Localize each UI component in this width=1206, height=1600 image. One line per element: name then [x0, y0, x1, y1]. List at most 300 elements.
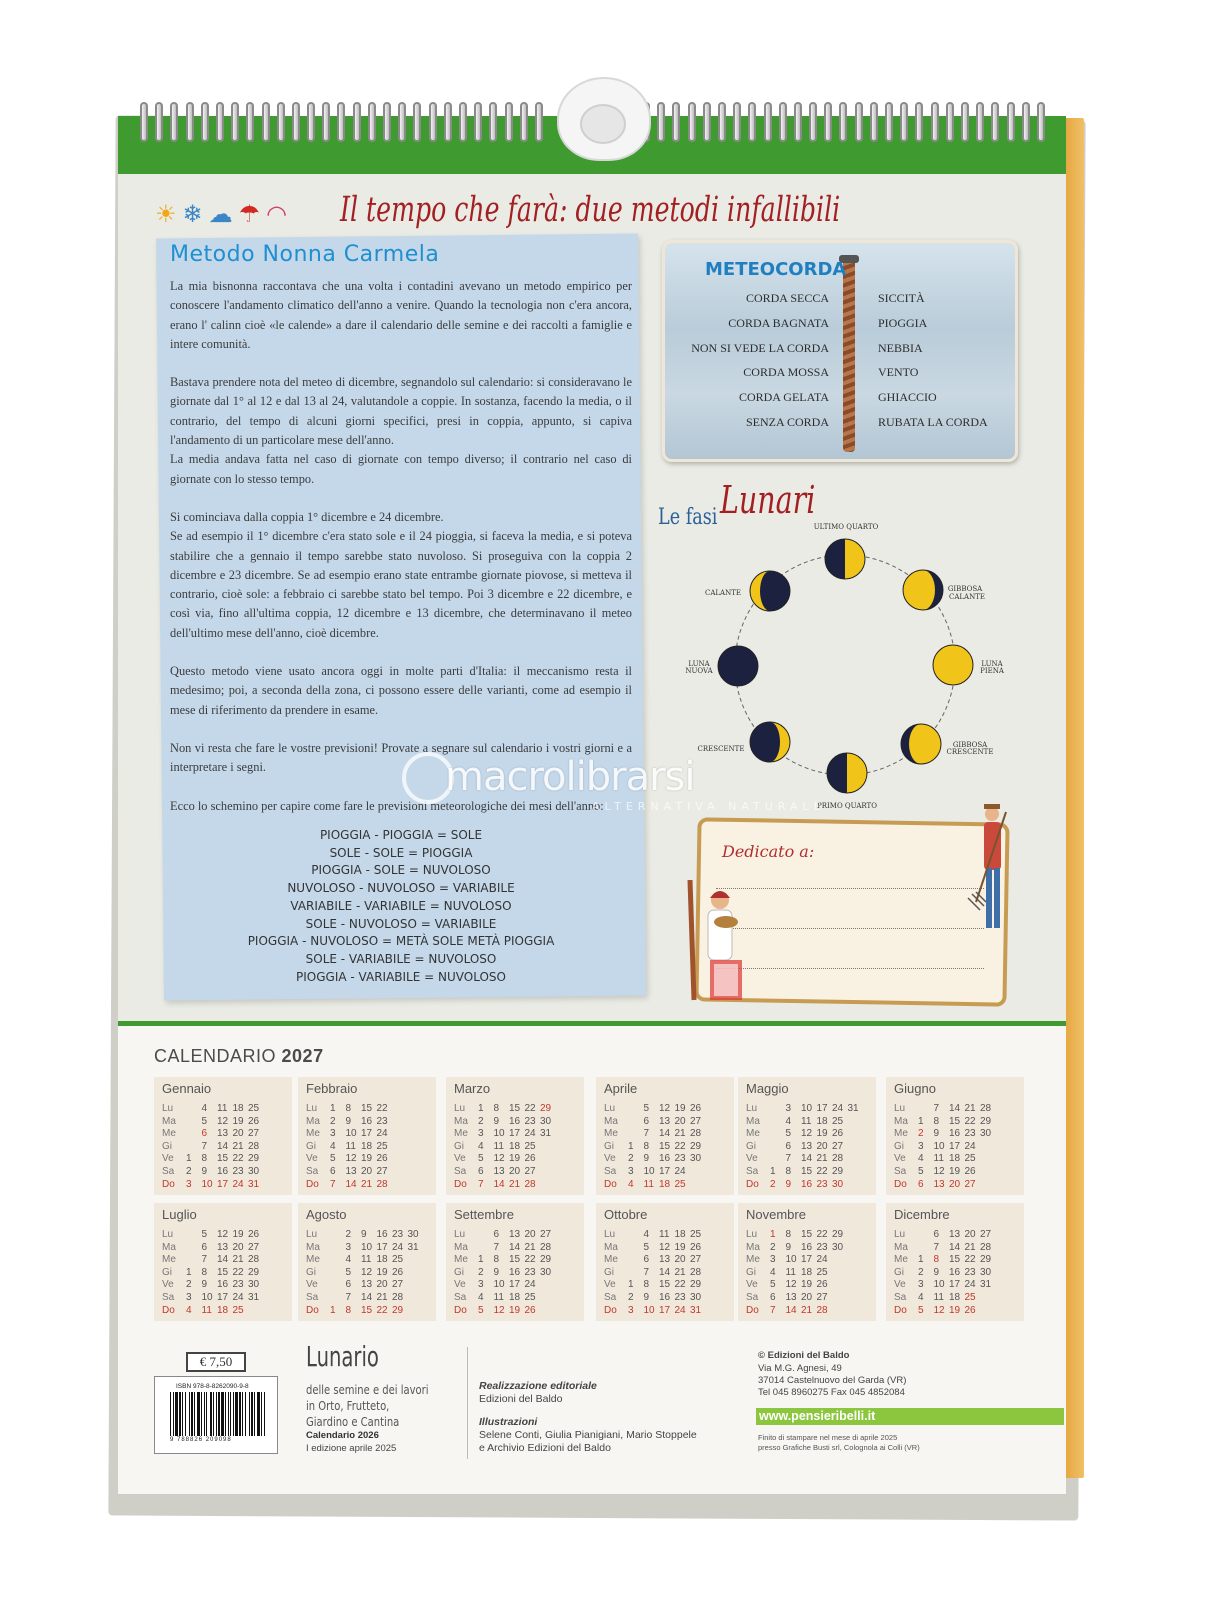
- day-number: 6: [201, 1128, 208, 1140]
- day-number: 7: [345, 1292, 352, 1303]
- week-row: [454, 1267, 556, 1280]
- day-number: 19: [376, 1266, 388, 1278]
- weekday-label: Ma: [894, 1241, 908, 1253]
- method-paragraph: La media andava fatta nel caso di giornate con tempo diverso; il contrario nel caso di giornate con lo stesso tempo.: [170, 452, 632, 486]
- day-number: 15: [659, 1140, 671, 1152]
- weekday-label: Me: [604, 1128, 618, 1140]
- meteocorda-condition: NON SI VEDE LA CORDA: [691, 341, 829, 355]
- day-number: 17: [376, 1241, 388, 1253]
- day-number: 27: [248, 1128, 260, 1140]
- day-number: 26: [964, 1166, 976, 1177]
- day-number: [408, 1254, 424, 1267]
- weekday-label: Gi: [894, 1266, 904, 1278]
- week-row: [894, 1305, 996, 1318]
- day-number: 28: [690, 1128, 702, 1140]
- weekday-label: Ve: [746, 1153, 758, 1165]
- meteocorda-meaning: VENTO: [878, 365, 919, 379]
- weekday-label: Sa: [894, 1166, 907, 1177]
- day-number: 14: [949, 1103, 961, 1114]
- day-number: 15: [659, 1279, 671, 1291]
- week-row: [746, 1229, 848, 1242]
- weekday-label: Me: [454, 1254, 468, 1266]
- day-number: [832, 1292, 848, 1305]
- day-number: 6: [918, 1178, 924, 1190]
- day-number: 19: [361, 1153, 373, 1165]
- day-number: 1: [628, 1140, 634, 1152]
- spiral-coil: [186, 102, 194, 142]
- day-number: 4: [643, 1229, 650, 1240]
- day-number: 15: [361, 1304, 373, 1316]
- day-number: 22: [376, 1304, 388, 1316]
- day-number: 8: [345, 1304, 352, 1316]
- day-number: 15: [949, 1115, 961, 1127]
- week-row: [162, 1166, 264, 1179]
- weekday-label: Ma: [746, 1241, 760, 1253]
- day-number: 10: [493, 1128, 505, 1140]
- label-luna-nuova-2: NUOVA: [685, 667, 713, 675]
- day-number: [690, 1179, 706, 1192]
- day-number: [392, 1103, 408, 1116]
- week-row: [306, 1292, 423, 1305]
- method-paragraph: Se ad esempio il 1° dicembre c'era stato sole e il 24 pioggia, si faceva la media, e si poteva stabilire che a gennaio il tempo sarebbe stato nuvoloso. Si proseguiva con la coppia 2 dicembre e 23 dicembre. Se ad esempio erano state entrambe giornate piovose, si metteva il contrario, cioè sole: a febbraio ci sarebbe stato bel tempo. Poi 3 dicembre e 22 dicembre, e così via, fino all'ultima coppia, 12 dicembre e 13 dicembre, che determinavano il meteo dell'ultimo mese dell'anno, cioè dicembre.: [170, 529, 632, 640]
- day-number: 13: [345, 1166, 357, 1177]
- day-number: 28: [832, 1153, 844, 1165]
- day-number: 3: [628, 1166, 634, 1177]
- day-number: 10: [801, 1103, 813, 1114]
- week-row: [604, 1254, 706, 1267]
- day-number: 4: [478, 1292, 484, 1303]
- day-number: 29: [690, 1279, 702, 1291]
- day-number: 16: [801, 1178, 813, 1190]
- day-number: [980, 1292, 996, 1305]
- day-number: 21: [674, 1266, 686, 1278]
- week-row: [604, 1229, 706, 1242]
- meteocorda-condition: CORDA BAGNATA: [728, 316, 829, 330]
- day-number: 27: [524, 1166, 536, 1177]
- page-title: Il tempo che farà: due metodi infallibili: [340, 190, 841, 230]
- day-number: 9: [361, 1229, 367, 1240]
- day-number: 17: [949, 1140, 961, 1152]
- day-number: 18: [949, 1292, 961, 1303]
- day-number: 12: [493, 1153, 505, 1165]
- calendar-title: [154, 1046, 324, 1067]
- spiral-coil: [262, 102, 270, 142]
- day-number: 2: [918, 1128, 924, 1140]
- day-number: 30: [407, 1229, 419, 1240]
- weather-icons: [155, 200, 287, 229]
- day-number: 17: [217, 1292, 229, 1303]
- day-number: 25: [964, 1153, 976, 1165]
- barcode-bar: [201, 1392, 202, 1436]
- meteocorda-meaning: SICCITÀ: [878, 291, 925, 305]
- weekday-label: Sa: [306, 1166, 319, 1177]
- day-number: 5: [478, 1153, 484, 1165]
- moon-luna-piena: [933, 645, 973, 685]
- day-number: 8: [201, 1153, 208, 1165]
- realizzazione-value: Edizioni del Baldo: [479, 1393, 563, 1405]
- day-number: 2: [478, 1115, 484, 1127]
- day-number: 11: [933, 1292, 944, 1303]
- week-row: [746, 1166, 863, 1179]
- umbrella-icon: ☂: [238, 202, 261, 228]
- day-number: 21: [674, 1128, 686, 1140]
- spiral-coil: [855, 102, 863, 142]
- meteocorda-condition: CORDA MOSSA: [743, 365, 829, 379]
- week-row: [894, 1292, 996, 1305]
- day-number: 25: [832, 1115, 844, 1127]
- spiral-binding-left: [140, 102, 543, 142]
- week-row: [454, 1179, 556, 1192]
- weekday-label: Ve: [306, 1279, 318, 1291]
- moon-crescente: [750, 722, 790, 762]
- moon-gibbosa-calante: [903, 570, 943, 610]
- weekday-label: Gi: [306, 1140, 316, 1152]
- watermark-tagline: ALTERNATIVA NATURALE: [592, 800, 826, 813]
- week-row: [894, 1229, 996, 1242]
- day-number: 23: [376, 1115, 388, 1127]
- month-maggio: [738, 1077, 876, 1195]
- day-number: 11: [217, 1103, 228, 1114]
- formula-line: PIOGGIA - NUVOLOSO = METÀ SOLE METÀ PIOGGIA: [247, 934, 555, 949]
- day-number: [690, 1166, 706, 1179]
- day-number: 29: [832, 1166, 844, 1177]
- day-number: 3: [770, 1254, 776, 1266]
- meteocorda-meaning: PIOGGIA: [878, 316, 928, 330]
- day-number: 25: [816, 1266, 828, 1278]
- day-number: 9: [493, 1115, 500, 1127]
- barcode-bar: [175, 1392, 178, 1436]
- weekday-label: Me: [162, 1128, 176, 1140]
- day-number: 18: [801, 1266, 813, 1278]
- farmer-woman-illustration: [670, 880, 750, 1010]
- day-number: 16: [659, 1292, 671, 1303]
- day-number: 23: [674, 1153, 686, 1165]
- week-row: [604, 1103, 706, 1116]
- day-number: [330, 1292, 346, 1305]
- day-number: 12: [217, 1115, 229, 1127]
- week-row: [306, 1254, 423, 1267]
- day-number: 4: [785, 1115, 792, 1127]
- day-number: 30: [248, 1279, 260, 1291]
- day-number: 29: [248, 1153, 260, 1165]
- week-row: [162, 1116, 264, 1129]
- day-number: 12: [933, 1304, 945, 1316]
- day-number: 1: [918, 1254, 924, 1266]
- weekday-label: Gi: [454, 1266, 464, 1278]
- week-row: [746, 1128, 863, 1141]
- weekday-label: Ve: [894, 1153, 906, 1165]
- spiral-coil: [398, 102, 406, 142]
- moon-title-small: Le fasi: [658, 505, 718, 530]
- day-number: 9: [785, 1241, 792, 1253]
- day-number: 17: [217, 1178, 229, 1190]
- day-number: 5: [345, 1266, 352, 1278]
- month-febbraio: [298, 1077, 436, 1195]
- day-number: [392, 1166, 408, 1179]
- website-link[interactable]: www.pensieribelli.it: [759, 1409, 876, 1423]
- month-name: Maggio: [746, 1081, 789, 1096]
- day-number: 12: [933, 1166, 945, 1177]
- day-number: 20: [361, 1166, 373, 1177]
- spiral-coil: [718, 102, 726, 142]
- isbn: ISBN 978-8-8262090-9-8: [176, 1383, 249, 1390]
- day-number: 12: [493, 1304, 505, 1316]
- method-text: [170, 277, 632, 835]
- weekday-label: Sa: [454, 1292, 467, 1303]
- dedication-line: [716, 968, 984, 969]
- day-number: 17: [659, 1304, 671, 1316]
- snowflake-icon: ❄: [182, 202, 203, 228]
- day-number: [848, 1128, 864, 1141]
- day-number: 11: [933, 1153, 944, 1165]
- day-number: 22: [816, 1166, 828, 1177]
- day-number: 11: [785, 1266, 796, 1278]
- weekday-label: Do: [746, 1178, 759, 1190]
- day-number: 22: [674, 1279, 686, 1291]
- day-number: 19: [232, 1115, 244, 1127]
- day-number: [186, 1103, 202, 1116]
- week-row: [604, 1292, 706, 1305]
- day-number: 18: [509, 1140, 521, 1152]
- month-name: Marzo: [454, 1081, 491, 1096]
- day-number: 13: [217, 1128, 229, 1140]
- weekday-label: Me: [894, 1254, 908, 1266]
- meteocorda-condition: CORDA GELATA: [738, 390, 829, 404]
- day-number: 7: [201, 1254, 208, 1266]
- day-number: 20: [801, 1292, 813, 1303]
- day-number: 13: [933, 1178, 945, 1190]
- day-number: 29: [540, 1254, 552, 1266]
- day-number: 5: [643, 1103, 650, 1114]
- day-number: 3: [478, 1128, 484, 1140]
- weekday-label: Ve: [306, 1153, 318, 1165]
- formula-line: NUVOLOSO - NUVOLOSO = VARIABILE: [287, 881, 515, 896]
- day-number: 13: [801, 1140, 813, 1152]
- spiral-coil: [703, 102, 711, 142]
- day-number: 17: [816, 1103, 828, 1114]
- day-number: 3: [918, 1140, 924, 1152]
- day-number: 17: [361, 1128, 373, 1140]
- day-number: 30: [540, 1115, 552, 1127]
- week-row: [162, 1103, 264, 1116]
- sun-icon: ☀: [155, 202, 177, 228]
- day-number: 8: [785, 1166, 792, 1177]
- barcode-bar: [170, 1392, 171, 1436]
- barcode-bar: [249, 1392, 250, 1436]
- spiral-coil: [839, 102, 847, 142]
- day-number: 9: [345, 1115, 352, 1127]
- weekday-label: Gi: [604, 1266, 614, 1278]
- day-number: [628, 1116, 644, 1129]
- barcode-bar: [233, 1392, 234, 1436]
- calendar-edition-year: Calendario 2026: [306, 1430, 379, 1441]
- day-number: 10: [933, 1140, 945, 1152]
- week-row: [894, 1128, 996, 1141]
- day-number: [330, 1279, 346, 1292]
- week-row: [454, 1153, 556, 1166]
- spiral-coil: [931, 102, 939, 142]
- barcode-bar: [194, 1392, 195, 1436]
- rope-illustration: [843, 258, 855, 452]
- day-number: 4: [478, 1140, 484, 1152]
- day-number: 19: [509, 1153, 521, 1165]
- day-number: 29: [248, 1266, 260, 1278]
- method-title: Metodo Nonna Carmela: [170, 242, 440, 267]
- day-number: [980, 1305, 996, 1318]
- spiral-coil: [1037, 102, 1045, 142]
- day-number: 1: [770, 1229, 776, 1240]
- barcode-bar: [216, 1392, 217, 1436]
- weekday-label: Do: [306, 1178, 319, 1190]
- weekday-label: Do: [894, 1304, 907, 1316]
- day-number: 2: [628, 1153, 634, 1165]
- week-row: [746, 1279, 848, 1292]
- day-number: 23: [524, 1266, 536, 1278]
- rainbow-icon: ◠: [266, 202, 288, 228]
- day-number: 21: [964, 1241, 976, 1253]
- calendar-title-prefix: CALENDARIO: [154, 1046, 282, 1066]
- day-number: [980, 1179, 996, 1192]
- day-number: 25: [524, 1140, 536, 1152]
- week-row: [306, 1267, 423, 1280]
- day-number: 11: [493, 1292, 504, 1303]
- barcode-bar: [210, 1392, 212, 1436]
- day-number: 14: [345, 1178, 357, 1190]
- barcode-bar: [197, 1392, 200, 1436]
- day-number: 23: [524, 1115, 536, 1127]
- spiral-coil: [474, 102, 482, 142]
- spiral-coil: [292, 102, 300, 142]
- week-row: [454, 1292, 556, 1305]
- day-number: 22: [232, 1266, 244, 1278]
- spiral-coil: [870, 102, 878, 142]
- barcode-bar: [245, 1392, 246, 1436]
- day-number: [832, 1305, 848, 1318]
- week-row: [604, 1116, 706, 1129]
- month-name: Gennaio: [162, 1081, 212, 1096]
- day-number: 4: [345, 1254, 352, 1266]
- day-number: 24: [524, 1128, 536, 1140]
- day-number: 16: [801, 1241, 813, 1253]
- footer-divider: [467, 1347, 468, 1459]
- method-paragraph: La mia bisnonna raccontava che una volta i contadini avevano un metodo empirico per conoscere l'andamento climatico dell'anno a venire. Quando la tecnologia non c'era ancora, erano l' calinn cioè «le calende» a dare il calendario delle semine e dei raccolti a famiglie e intere comunità.: [170, 279, 632, 351]
- day-number: 3: [478, 1279, 484, 1291]
- day-number: [628, 1242, 644, 1255]
- day-number: 17: [801, 1254, 813, 1266]
- day-number: 8: [201, 1266, 208, 1278]
- day-number: 31: [980, 1279, 992, 1291]
- label-gibbosa-calante-1: GIBBOSA: [947, 585, 983, 593]
- spiral-coil: [505, 102, 513, 142]
- day-number: 21: [232, 1140, 244, 1152]
- barcode-bar: [173, 1392, 174, 1436]
- week-row: [162, 1153, 264, 1166]
- day-number: [392, 1116, 408, 1129]
- publisher-address: 37014 Castelnuovo del Garda (VR): [758, 1375, 907, 1386]
- week-row: [604, 1279, 706, 1292]
- week-row: [162, 1179, 264, 1192]
- day-number: 16: [509, 1266, 521, 1278]
- week-row: [306, 1242, 423, 1255]
- week-row: [454, 1305, 556, 1318]
- formula-line: VARIABILE - VARIABILE = NUVOLOSO: [290, 898, 512, 913]
- day-number: 5: [785, 1128, 792, 1140]
- day-number: 24: [392, 1241, 404, 1253]
- barcode-bar: [191, 1392, 193, 1436]
- weekday-label: Sa: [454, 1166, 467, 1177]
- week-row: [454, 1242, 556, 1255]
- day-number: 18: [674, 1229, 686, 1240]
- day-number: 26: [524, 1153, 536, 1165]
- day-number: [540, 1292, 556, 1305]
- day-number: 24: [816, 1254, 828, 1266]
- day-number: 19: [674, 1103, 686, 1114]
- meteocorda-condition: SENZA CORDA: [745, 415, 829, 429]
- day-number: 24: [376, 1128, 388, 1140]
- day-number: 11: [345, 1140, 356, 1152]
- spiral-coil: [231, 102, 239, 142]
- week-row: [306, 1229, 423, 1242]
- day-number: 20: [524, 1229, 536, 1240]
- day-number: 30: [980, 1266, 992, 1278]
- day-number: 19: [674, 1241, 686, 1253]
- weekday-label: Ve: [604, 1153, 616, 1165]
- day-number: 16: [376, 1229, 388, 1240]
- day-number: 13: [493, 1166, 505, 1177]
- week-row: [894, 1153, 996, 1166]
- dedication-line: [716, 888, 984, 889]
- day-number: 31: [407, 1241, 419, 1253]
- day-number: [770, 1141, 786, 1154]
- week-row: [894, 1179, 996, 1192]
- day-number: 19: [509, 1304, 521, 1316]
- day-number: 26: [392, 1266, 404, 1278]
- day-number: 23: [964, 1266, 976, 1278]
- label-ultimo-quarto: ULTIMO QUARTO: [813, 523, 879, 531]
- week-row: [306, 1305, 423, 1318]
- barcode-bar: [254, 1392, 255, 1436]
- moon-primo-quarto: [827, 753, 867, 793]
- day-number: 7: [933, 1103, 940, 1114]
- week-row: [746, 1254, 848, 1267]
- barcode-bar: [213, 1392, 214, 1436]
- day-number: [330, 1267, 346, 1280]
- formula-line: SOLE - SOLE = PIOGGIA: [329, 845, 473, 860]
- day-number: 21: [509, 1178, 521, 1190]
- day-number: 14: [659, 1128, 671, 1140]
- edition: I edizione aprile 2025: [306, 1443, 397, 1454]
- day-number: 23: [392, 1229, 404, 1240]
- day-number: 15: [801, 1229, 813, 1240]
- day-number: [408, 1267, 424, 1280]
- day-number: 11: [801, 1115, 812, 1127]
- day-number: 27: [392, 1279, 404, 1291]
- price-tag: € 7,50: [186, 1352, 246, 1372]
- day-number: 29: [392, 1304, 404, 1316]
- weekday-label: Lu: [894, 1103, 906, 1114]
- day-number: 28: [980, 1103, 992, 1114]
- day-number: 2: [628, 1292, 634, 1303]
- day-number: 9: [201, 1166, 208, 1177]
- day-number: [628, 1103, 644, 1116]
- month-gennaio: [154, 1077, 292, 1195]
- month-name: Ottobre: [604, 1207, 648, 1222]
- weekday-label: Me: [162, 1254, 176, 1266]
- barcode-bar: [264, 1392, 265, 1436]
- day-number: 14: [785, 1304, 797, 1316]
- day-number: 31: [248, 1178, 260, 1190]
- day-number: 28: [524, 1178, 536, 1190]
